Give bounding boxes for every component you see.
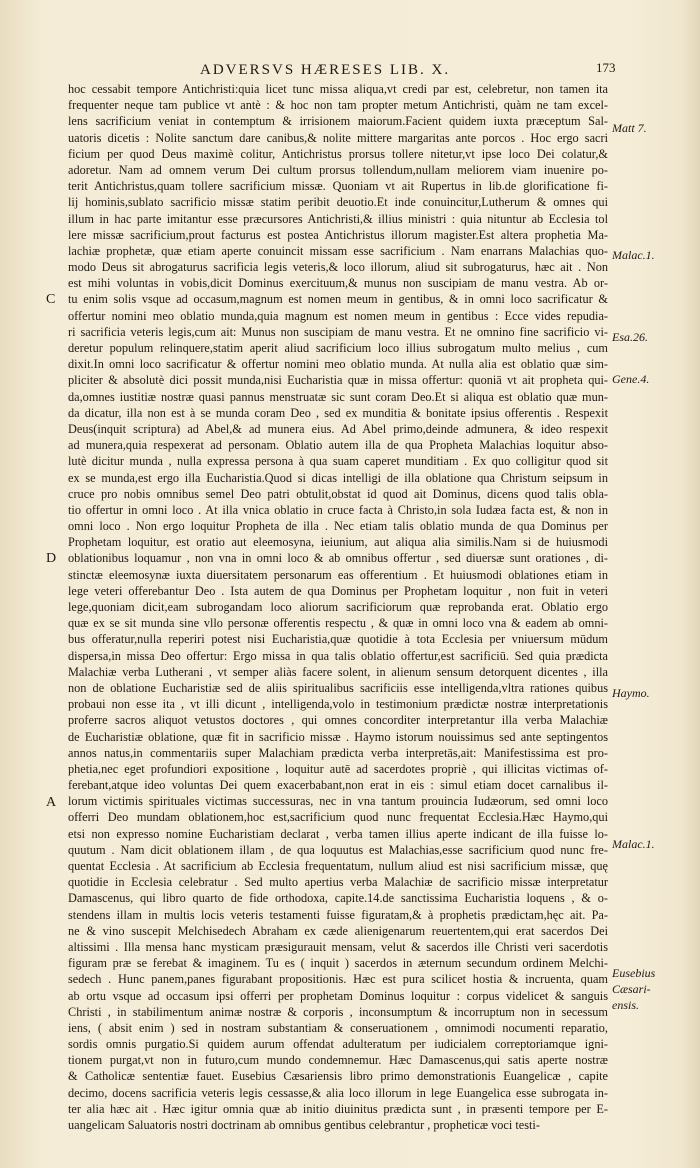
text-line: ex se munda,est ergo illa Eucharistia.Quod si dicas intelligi de illa oblatione qua Christum seipsum in xyxy=(68,470,608,485)
margin-note-malac-1: Malac.1. xyxy=(612,248,655,262)
text-line: uangelicam Saluatoris nostri doctrinam ab omnibus gentibus celebrantur , propheticæ voci testi- xyxy=(68,1118,540,1132)
text-line: ab ortu vsque ad occasum ipsi offerri per prophetam Dominus loquitur : corpus videlicet & sanguis xyxy=(68,988,608,1003)
margin-note-haymo: Haymo. xyxy=(612,686,650,700)
text-line: oblationibus loquamur , non vna in omni loco & ab omnibus offertur , sed diuersæ sunt orationes , di- xyxy=(68,551,608,566)
margin-note-matt: Matt 7. xyxy=(612,121,647,135)
text-line: tionem purgat,vt non in futuro,cum mundo condemnemur. Hæc Damascenus,qui satis aperte nostræ xyxy=(68,1053,608,1068)
text-line: frequenter neque tam publice vt antè : & hoc non tam propter metum Antichristi, quàm ne tam excel- xyxy=(68,98,608,113)
text-line: decimo, docens sacrificia veteris legis cessasse,& alia loco illorum in lege Euangelica esse subrogata in- xyxy=(68,1085,608,1100)
text-line: phetia,nec eget profundiori expositione , loquitur autē ad sacerdotes propriè , qui illicitas victimas of- xyxy=(68,761,608,776)
text-line: Deus(inquit scriptura) ad Abel,& ad munera eius. Ad Abel primo,deinde admunera, & ideo respexit xyxy=(68,421,608,436)
page-edge-shadow xyxy=(682,0,700,1168)
margin-note-malac-2: Malac.1. xyxy=(612,837,655,851)
text-line: deretur populum relinquere,statim aperit aliud sacrificium loco illius subrogatum multo melius , cum xyxy=(68,341,608,355)
margin-note-esa: Esa.26. xyxy=(612,330,648,344)
text-line: terit Antichristus,quam tollere sacrificium missæ. Quoniam vt ait Rupertus in lib.de glorificatione fi- xyxy=(68,179,608,194)
text-line: de Eucharistiæ oblatione, quæ fit in sacrificio missæ . Haymo istorum nouissimus sed ante septingentos xyxy=(68,729,608,744)
text-line: da,omnes iustitiæ nostræ quasi pannus menstruatæ sic sunt coram Deo.Et si aliqua est oblatio quæ mun- xyxy=(68,389,608,404)
text-line: quutum . Nam dicit oblationem illam , de qua loquutus est Malachias,esse sacrificium quod nunc fre- xyxy=(68,842,608,857)
text-line: tio offertur in omni loco . At illa vnica oblatio in cruce facta à Christo,in sola Iudæa facta est, & non in xyxy=(68,502,608,517)
text-line: hoc cessabit tempore Antichristi:quia licet tunc missa aliqua,vt credi par est, celebretur, non tamen ita xyxy=(68,82,608,96)
margin-note-ensis: ensis. xyxy=(612,998,639,1012)
text-line: ficium per quod Deus maximè colitur, Antichristus prorsus tollere nitetur,vt ipse loco Dei colatur,& xyxy=(68,146,608,161)
text-line: lege veteri offerebantur Deo . Ista autem de qua Dominus per Prophetam loquitur , non fuit in veteri xyxy=(68,583,608,598)
text-line: lere missæ sacrificium,prout facturus est postea Antichristus illorum magister.Est altera prophetia Ma- xyxy=(68,227,608,242)
margin-note-eusebius: Eusebius xyxy=(612,966,656,980)
section-letter-c: C xyxy=(46,292,56,307)
text-line: sordis omnis purgatio.Si quidem aurum offendat adulteratum per iudicialem correptoriamque igni- xyxy=(68,1037,608,1052)
text-line: da dicatur, illa non est à se munda coram Deo , sed ex munditia & bonitate ipsius offerentis . Respexit xyxy=(68,405,608,420)
text-line: quotidie in Ecclesia celebratur . Sed multo apertius verba Malachiæ de sacrificio missæ interpretatur xyxy=(68,875,608,890)
text-line: pliciter & absolutè dici possit munda,nisi Eucharistia quæ in missa offertur: quoniā vt ait propheta qui- xyxy=(68,373,608,388)
running-head: ADVERSVS HÆRESES LIB. X. xyxy=(200,62,451,78)
text-line: probaui non esse ita , vt illi dicunt , intelligenda,volo in testimonium prædictæ nostræ interpretationis xyxy=(68,697,608,712)
body-text xyxy=(68,81,608,1133)
text-line: bus offeratur,nulla reperiri potest nisi Eucharistia,quæ quotidie à tota Ecclesia per vniuersum mūdum xyxy=(68,632,608,647)
text-line: omni loco . Non ergo loquitur Propheta de illa . Nec etiam talis oblatio munda de qua Dominus per xyxy=(68,519,608,534)
text-line: ad munera,quia respexerat ad personam. Oblatio autem illa de qua Propheta Malachias loquitur abso- xyxy=(68,438,608,453)
text-line: iens, ( absit enim ) sed in nostram substantiam & conseruationem , omnimodi nocumenti reparatio, xyxy=(68,1020,608,1035)
text-line: annos natus,in commentariis super Malachiam prædicta verba interpretās,ait: Manifestissima est pro- xyxy=(68,745,608,760)
text-line: lij hominis,sublato sacrificio missæ statim peribit deuotio.Et inde conuincitur,Lutherum & omnes qui xyxy=(68,195,608,210)
margin-note-caesari: Cæsari- xyxy=(612,982,651,996)
text-line: adoretur. Nam ad omnem verum Dei cultum prorsus tollendum,nullam meliorem viam inuenire po- xyxy=(68,162,608,177)
text-line: offertur nomini meo oblatio munda,quia magnum est nomen meum in gentibus : Ecce vides repudia- xyxy=(68,308,608,323)
text-line: Damascenus, qui libro quarto de fide orthodoxa, capite.14.de sanctissima Eucharistia loquens , & o- xyxy=(68,891,608,906)
text-line: lege,quoniam dicit,eam subrogandam loco aliorum sacrificiorum quæ reprobanda erat. Oblatio ergo xyxy=(68,600,608,614)
text-line: proferre sacros aliquot vetustos doctores , qui omnes concorditer interpretantur illa verba Malachiæ xyxy=(68,713,608,728)
section-letter-d: D xyxy=(46,551,57,566)
text-line: altissimi . Illa mensa hanc mysticam præsigurauit mensam, velut & sacerdos ille Christi veri sacerdotis xyxy=(68,939,608,954)
text-line: non de oblatione Eucharistiæ sed de aliis spiritualibus sacrificiis esse intelligenda,vltra rationes quibus xyxy=(68,680,608,695)
text-line: sedech . Hunc panem,panes figurabant propositionis. Hæc est pura scilicet hostia & incruenta, quam xyxy=(68,972,608,987)
text-line: dixit.In omni loco sacrificatur & offertur nomini meo oblatio munda. At nulla alia est oblatio quæ sim- xyxy=(68,357,608,372)
text-line: lutè dicitur munda , nulla expressa persona à qua suam caperet munditiam . Ex quo colligitur quod sit xyxy=(68,454,608,469)
text-line: ferebant,atque ideo voluntas Dei quem exacerbabant,non erat in eis : simul etiam docet carnalibus il- xyxy=(68,778,608,793)
text-line: Christi , in stabilimentum animæ nostræ & corporis , inconsumptum & incorruptum non in secessum xyxy=(68,1004,608,1019)
text-line: ri sacrificia veteris legis,cum ait: Munus non suscipiam de manu vestra. Et ne omnino fine sacrificio vi- xyxy=(68,324,608,339)
text-line: ter alia hæc ait . Hæc igitur omnia quæ ab initio diuinitus prædicta sunt , in præsenti tempore per E- xyxy=(68,1101,608,1116)
text-line: dispersa,in missa Deo offertur: Ergo missa in qua talis oblatio offertur,est sacrificiū. Sed quia prædicta xyxy=(68,648,608,663)
text-line: stendens illam in multis locis veteris testamenti fuisse figuratam,& à prophetis prædictam,hęc ait. Pa- xyxy=(68,907,608,922)
text-line: quæ ex se sit munda sine vllo personæ offerentis respectu , & quæ in omni loco vna & eadem ab omni- xyxy=(68,616,608,631)
text-line: offerri Deo mundam oblationem,hoc est,sacrificium quod nunc frequentat Ecclesia.Hæc Haymo,qui xyxy=(68,810,608,825)
text-line: uatoris dicetis : Nolite sanctum dare canibus,& nolite mittere margaritas ante porcos . Hoc ergo sacri xyxy=(68,130,608,145)
text-line: quentat Ecclesia . At sacrificium ab Ecclesia frequentatum, nullum aliud est nisi sacrificium missæ, quę xyxy=(68,859,608,873)
text-line: est mihi voluntas in vobis,dicit Dominus exercituum,& munus non suscipiam de manu vestra. Ab or- xyxy=(68,276,608,291)
text-line: Malachiæ verba Lutherani , vt semper aliàs facere solent, in alienum sensum detorquent dicentes , illa xyxy=(68,664,608,679)
text-line: modo Deus sit abrogaturus sacrificia legis veteris,& loco illorum, aliud sit subrogaturus, hæc ait . Non xyxy=(68,260,608,275)
text-line: figuram præ se ferebat & imaginem. Tu es ( inquit ) sacerdos in æternum secundum ordinem Melchi- xyxy=(68,956,608,971)
margin-note-gene: Gene.4. xyxy=(612,372,650,386)
page-number: 173 xyxy=(596,60,616,75)
text-line: cruce pro nobis omnibus semel Deo patri obtulit,obstat id quod ait Dominus, dicens quod talis obla- xyxy=(68,486,608,501)
text-line: tu enim solis vsque ad occasum,magnum est nomen meum in gentibus, & in omni loco sacrificatur & xyxy=(68,292,608,307)
text-line: illum in hac parte imitantur esse præcursores Antichristi,& illius ministri : quia nituntur ab Ecclesia tol xyxy=(68,211,608,226)
text-line: etsi non expresso nomine Eucharistiam declarat , verba tamen illius aperte indicant de illa fuisse lo- xyxy=(68,826,608,841)
text-line: ne & vino suscepit Melchisedech Abraham ex cæde alienigenarum reuertentem,qui erat sacerdos Dei xyxy=(68,923,608,938)
text-line: Prophetam loquitur, est oratio aut eleemosyna, ieiunium, aut aliqua alia similis.Nam si de huiusmodi xyxy=(68,535,608,550)
text-line: stinctæ eleemosynæ iuxta diuersitatem personarum eas offerentium . Et huiusmodi oblationes etiam in xyxy=(68,567,608,582)
text-line: lachiæ prophetæ, quæ etiam aperte conuincit missam esse sacrificium . Nam enarrans Malachias quo- xyxy=(68,243,608,258)
text-line: lorum victimis spirituales victimas successuras, nec in vna tantum prouincia Iudæorum, sed omni loco xyxy=(68,794,608,809)
section-letter-a: A xyxy=(46,795,57,810)
text-line: lens sacrificium veniat in contemptum & irrisionem maiorum.Facient quidem iuxta præceptum Sal- xyxy=(68,114,608,129)
text-line: & Catholicæ sententiæ fauet. Eusebius Cæsariensis libro primo demonstrationis Euangelicæ , capite xyxy=(68,1069,608,1084)
